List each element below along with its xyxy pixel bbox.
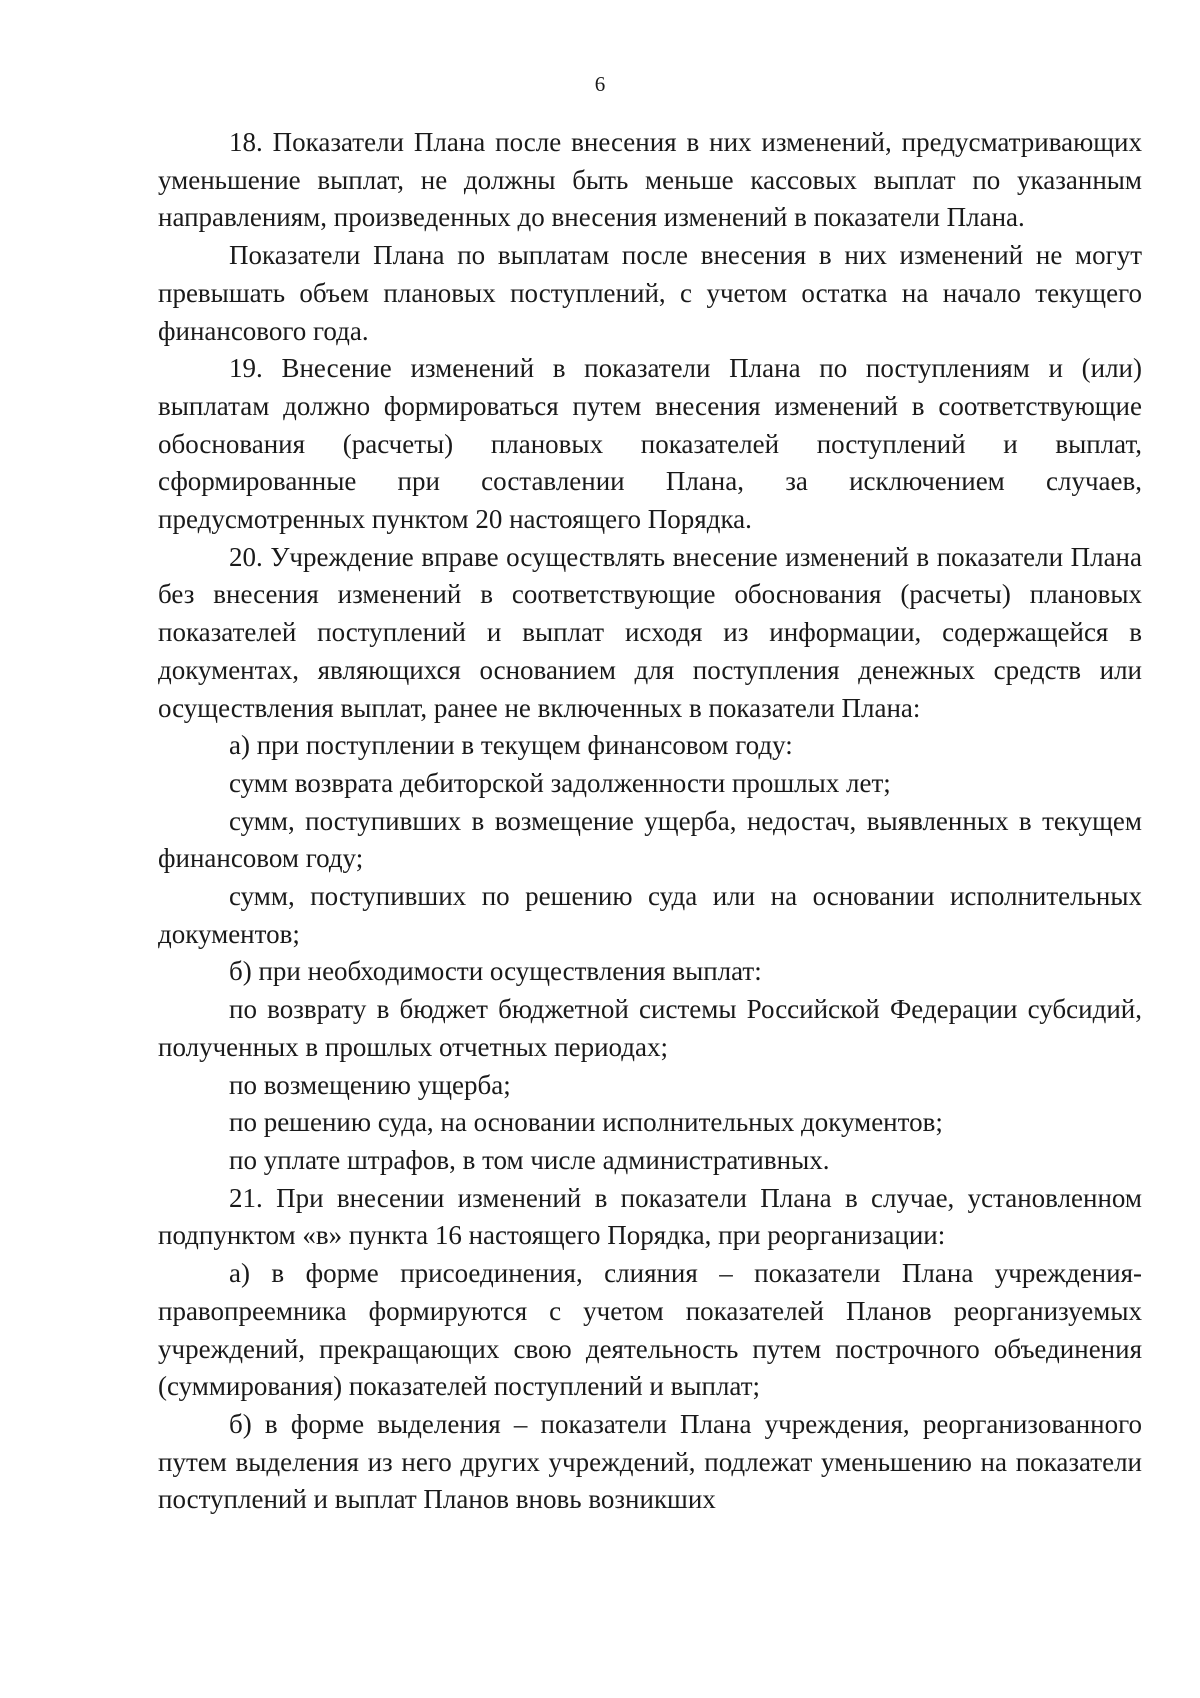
paragraph-20-b-item-1: по возврату в бюджет бюджетной системы Российской Федерации субсидий, полученных в прошлых отчетных периодах; xyxy=(158,994,1142,1062)
paragraph-21-b: б) в форме выделения – показатели Плана учреждения, реорганизованного путем выделения из него других учреждений, подлежат уменьшению на показатели поступлений и выплат Планов вновь возникших xyxy=(158,1408,1142,1515)
paragraph-21: 21. При внесении изменений в показатели Плана в случае, установленном подпунктом «в» пункта 16 настоящего Порядка, при реорганизации: xyxy=(158,1182,1142,1251)
paragraph-20-b: б) при необходимости осуществления выплат: xyxy=(229,956,762,987)
paragraph-18: 18. Показатели Плана после внесения в них изменений, предусматривающих уменьшение выплат, не должны быть меньше кассовых выплат по указанным направлениям, произведенных до внесения изменений в показатели Плана. xyxy=(158,127,1142,233)
paragraph-20-b-item-3: по решению суда, на основании исполнительных документов; xyxy=(229,1107,943,1138)
paragraph-20-a-item-3: сумм, поступивших по решению суда или на основании исполнительных документов; xyxy=(158,881,1142,949)
paragraph-20-b-item-4: по уплате штрафов, в том числе административных. xyxy=(229,1144,830,1175)
paragraph-20-a-item-1: сумм возврата дебиторской задолженности прошлых лет; xyxy=(229,767,891,798)
page-number: 6 xyxy=(594,72,606,96)
paragraph-21-a: а) в форме присоединения, слияния – показатели Плана учреждения-правопреемника формируются с учетом показателей Планов реорганизуемых учреждений, прекращающих свою деятельность путем построчного объединения (суммирования) показателей поступлений и выплат; xyxy=(158,1258,1142,1402)
paragraph-18-limit: Показатели Плана по выплатам после внесения в них изменений не могут превышать объем плановых поступлений, с учетом остатка на начало текущего финансового года. xyxy=(158,240,1142,346)
paragraph-20-a: а) при поступлении в текущем финансовом году: xyxy=(229,730,793,761)
paragraph-19: 19. Внесение изменений в показатели Плана по поступлениям и (или) выплатам должно формироваться путем внесения изменений в соответствующие обоснования (расчеты) плановых показателей поступлений и выплат, сформированные при составлении Плана, за исключением случаев, предусмотренных пунктом 20 настоящего Порядка. xyxy=(158,353,1142,535)
paragraph-20-a-item-2: сумм, поступивших в возмещение ущерба, недостач, выявленных в текущем финансовом году; xyxy=(158,805,1142,874)
paragraph-20-b-item-2: по возмещению ущерба; xyxy=(229,1069,511,1100)
paragraph-20: 20. Учреждение вправе осуществлять внесение изменений в показатели Плана без внесения изменений в соответствующие обоснования (расчеты) плановых показателей поступлений и выплат исходя из информации, содержащейся в документах, являющихся основанием для поступления денежных средств или осуществления выплат, ранее не включенных в показатели Плана: xyxy=(158,541,1142,723)
document-body xyxy=(158,124,1142,1519)
